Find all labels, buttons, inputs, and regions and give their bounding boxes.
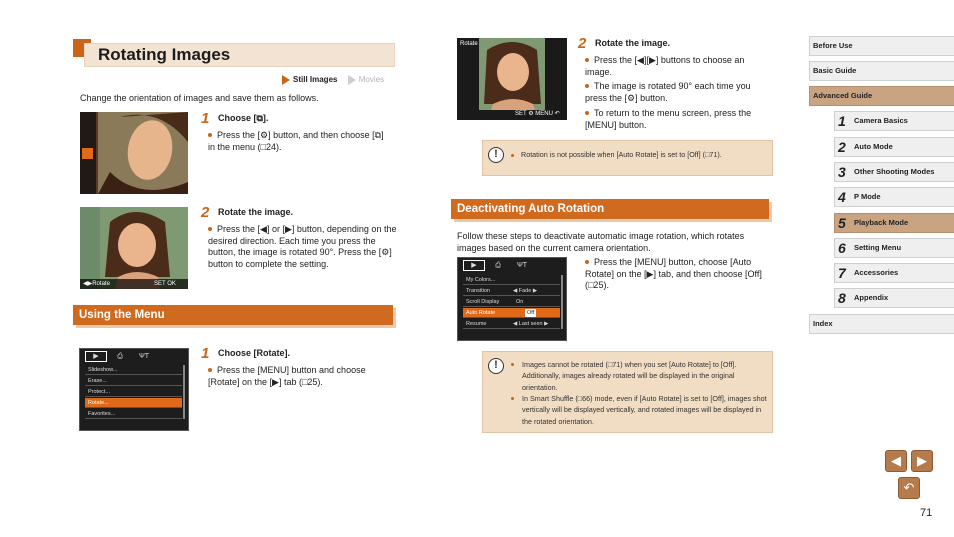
bullet-dot-icon <box>511 363 514 366</box>
menu-step-1-title: Choose [Rotate]. <box>218 348 290 358</box>
breadcrumb-still-images[interactable]: Still Images <box>293 75 338 85</box>
deactivating-auto-rotation-heading: Deactivating Auto Rotation <box>451 199 769 219</box>
note-1-text <box>511 149 766 160</box>
rotate-top-label: Rotate <box>460 41 478 47</box>
menu-step-1-number: 1 <box>201 345 210 362</box>
chapter-number: 5 <box>838 215 846 231</box>
bullet-dot-icon <box>585 111 589 115</box>
step-2-bullet-text: Press the [◀] or [▶] button, depending on the desired direction. Each time you press the button, the image is rotated 90°. Press the [⚙] button to complete the setting. <box>208 224 397 269</box>
rotate-menu-screenshot <box>80 112 188 194</box>
right-step-bullet-text: The image is rotated 90° each time you press the [⚙] button. <box>585 81 751 103</box>
note-2-item <box>511 393 767 427</box>
rotate-hint-label: ◀▶Rotate <box>83 281 110 287</box>
step-1-bullet <box>208 130 388 153</box>
nav-chapter-p-mode[interactable] <box>834 187 954 207</box>
bullet-dot-icon <box>511 397 514 400</box>
playback-menu-screenshot <box>79 348 189 431</box>
note-box-2 <box>482 351 773 433</box>
settings-tab-icon: ΨΤ <box>138 353 150 360</box>
girl-photo <box>80 207 188 289</box>
rotated-photo <box>80 112 188 194</box>
chapter-label: Playback Mode <box>854 218 909 227</box>
chapter-number: 8 <box>838 290 846 306</box>
caution-icon: ! <box>488 147 504 163</box>
nav-chapter-appendix[interactable] <box>834 288 954 308</box>
nav-chapter-auto-mode[interactable] <box>834 137 954 157</box>
menu-scrollbar <box>183 365 185 419</box>
menu-item: Protect... <box>85 387 182 397</box>
note-box-1 <box>482 140 773 176</box>
nav-advanced-guide[interactable]: Advanced Guide <box>809 86 954 106</box>
settings-tab-icon: ΨΤ <box>516 262 528 269</box>
using-the-menu-heading: Using the Menu <box>73 305 393 325</box>
bullet-dot-icon <box>208 133 212 137</box>
print-tab-icon: ⎙ <box>117 353 123 360</box>
bullet-dot-icon <box>208 368 212 372</box>
intro-text: Change the orientation of images and save them as follows. <box>80 93 319 103</box>
right-step-bullet-1 <box>585 55 765 78</box>
prev-page-icon[interactable]: ◀ <box>885 450 907 472</box>
menu-item-selected: Rotate... <box>85 398 182 408</box>
menu-row-selected: Auto Rotate Off <box>463 308 560 318</box>
menu-row: Scroll Display On <box>463 297 560 307</box>
menu-scrollbar <box>561 275 563 329</box>
step-1-title: Choose [⧉]. <box>218 113 269 123</box>
bullet-dot-icon <box>585 260 589 264</box>
step-2-title: Rotate the image. <box>218 207 294 217</box>
movies-arrow-icon <box>348 75 356 85</box>
print-tab-icon: ⎙ <box>495 262 501 269</box>
right-step-2-title: Rotate the image. <box>595 38 671 48</box>
right-step-bullet-text: To return to the menu screen, press the [MENU] button. <box>585 108 752 130</box>
nav-before-use[interactable]: Before Use <box>809 36 954 56</box>
nav-chapter-accessories[interactable] <box>834 263 954 283</box>
chapter-label: P Mode <box>854 192 881 201</box>
chapter-label: Auto Mode <box>854 142 893 151</box>
rotate-image-screenshot <box>457 38 567 120</box>
auto-rotation-bullet <box>585 257 773 292</box>
chapter-number: 2 <box>838 139 846 155</box>
note-2-item <box>511 359 767 393</box>
chapter-label: Setting Menu <box>854 243 902 252</box>
set-menu-label: SET ⚙ MENU ↶ <box>515 111 560 117</box>
next-page-icon[interactable]: ▶ <box>911 450 933 472</box>
nav-basic-guide[interactable]: Basic Guide <box>809 61 954 81</box>
nav-chapter-camera-basics[interactable] <box>834 111 954 131</box>
note-2-item-text: In Smart Shuffle (□66) mode, even if [Auto Rotate] is set to [Off], images shot vertically will be displayed vertically, and rotated images will be displayed in the rotated orientation. <box>522 394 767 426</box>
menu-row: Transition ◀ Fade ▶ <box>463 286 560 296</box>
breadcrumb <box>282 75 384 85</box>
chapter-number: 4 <box>838 189 846 205</box>
step-2-bullet <box>208 224 398 270</box>
nav-index[interactable]: Index <box>809 314 954 334</box>
girl-photo <box>457 38 567 120</box>
step-1-number: 1 <box>201 110 210 127</box>
breadcrumb-movies[interactable]: Movies <box>358 75 385 85</box>
right-step-2-number: 2 <box>578 35 587 52</box>
auto-rotation-intro: Follow these steps to deactivate automatic image rotation, which rotates images based on the current camera orientation. <box>457 231 745 253</box>
right-step-bullet-text: Press the [◀][▶] buttons to choose an image. <box>585 55 745 77</box>
menu-step-1-bullet <box>208 365 388 388</box>
still-images-arrow-icon <box>282 75 290 85</box>
chapter-label: Accessories <box>854 268 899 277</box>
page-number: 71 <box>920 507 933 519</box>
playback-tab-icon: ▶ <box>463 260 485 271</box>
caution-icon: ! <box>488 358 504 374</box>
bullet-dot-icon <box>585 84 589 88</box>
auto-rotate-menu-screenshot <box>457 257 567 341</box>
chapter-number: 7 <box>838 265 846 281</box>
nav-chapter-other-shooting-modes[interactable] <box>834 162 954 182</box>
right-step-bullet-3 <box>585 108 765 131</box>
chapter-label: Camera Basics <box>854 116 908 125</box>
menu-item: Slideshow... <box>85 365 182 375</box>
step-2-number: 2 <box>201 204 210 221</box>
bullet-dot-icon <box>585 58 589 62</box>
chapter-label: Other Shooting Modes <box>854 167 935 176</box>
nav-chapter-setting-menu[interactable] <box>834 238 954 258</box>
chapter-number: 6 <box>838 240 846 256</box>
menu-row: Resume ◀ Last seen ▶ <box>463 319 560 329</box>
menu-step-1-bullet-text: Press the [MENU] button and choose [Rotate] on the [▶] tab (□25). <box>208 365 366 387</box>
auto-rotation-bullet-text: Press the [MENU] button, choose [Auto Rotate] on the [▶] tab, and then choose [Off] (□25). <box>585 257 762 291</box>
step-1-bullet-text: Press the [⚙] button, and then choose [⧉] in the menu (□24). <box>208 130 384 152</box>
chapter-number: 3 <box>838 164 846 180</box>
note-1-line: Rotation is not possible when [Auto Rotate] is set to [Off] (□71). <box>521 150 722 159</box>
chapter-label: Appendix <box>854 293 889 302</box>
set-ok-label: SET OK <box>154 281 176 287</box>
playback-tab-icon: ▶ <box>85 351 107 362</box>
menu-item: Erase... <box>85 376 182 386</box>
back-icon[interactable]: ↶ <box>898 477 920 499</box>
note-2-item-text: Images cannot be rotated (□71) when you set [Auto Rotate] to [Off]. Additionally, images already rotated will be displayed in the original orientation. <box>522 360 737 392</box>
right-step-bullet-2 <box>585 81 765 104</box>
page-title: Rotating Images <box>98 45 231 64</box>
rotate-screen-screenshot <box>80 207 188 289</box>
chapter-number: 1 <box>838 113 846 129</box>
menu-row: My Colors... <box>463 275 560 285</box>
bullet-dot-icon <box>208 227 212 231</box>
nav-chapter-playback-mode[interactable] <box>834 213 954 233</box>
menu-item: Favorites... <box>85 409 182 419</box>
